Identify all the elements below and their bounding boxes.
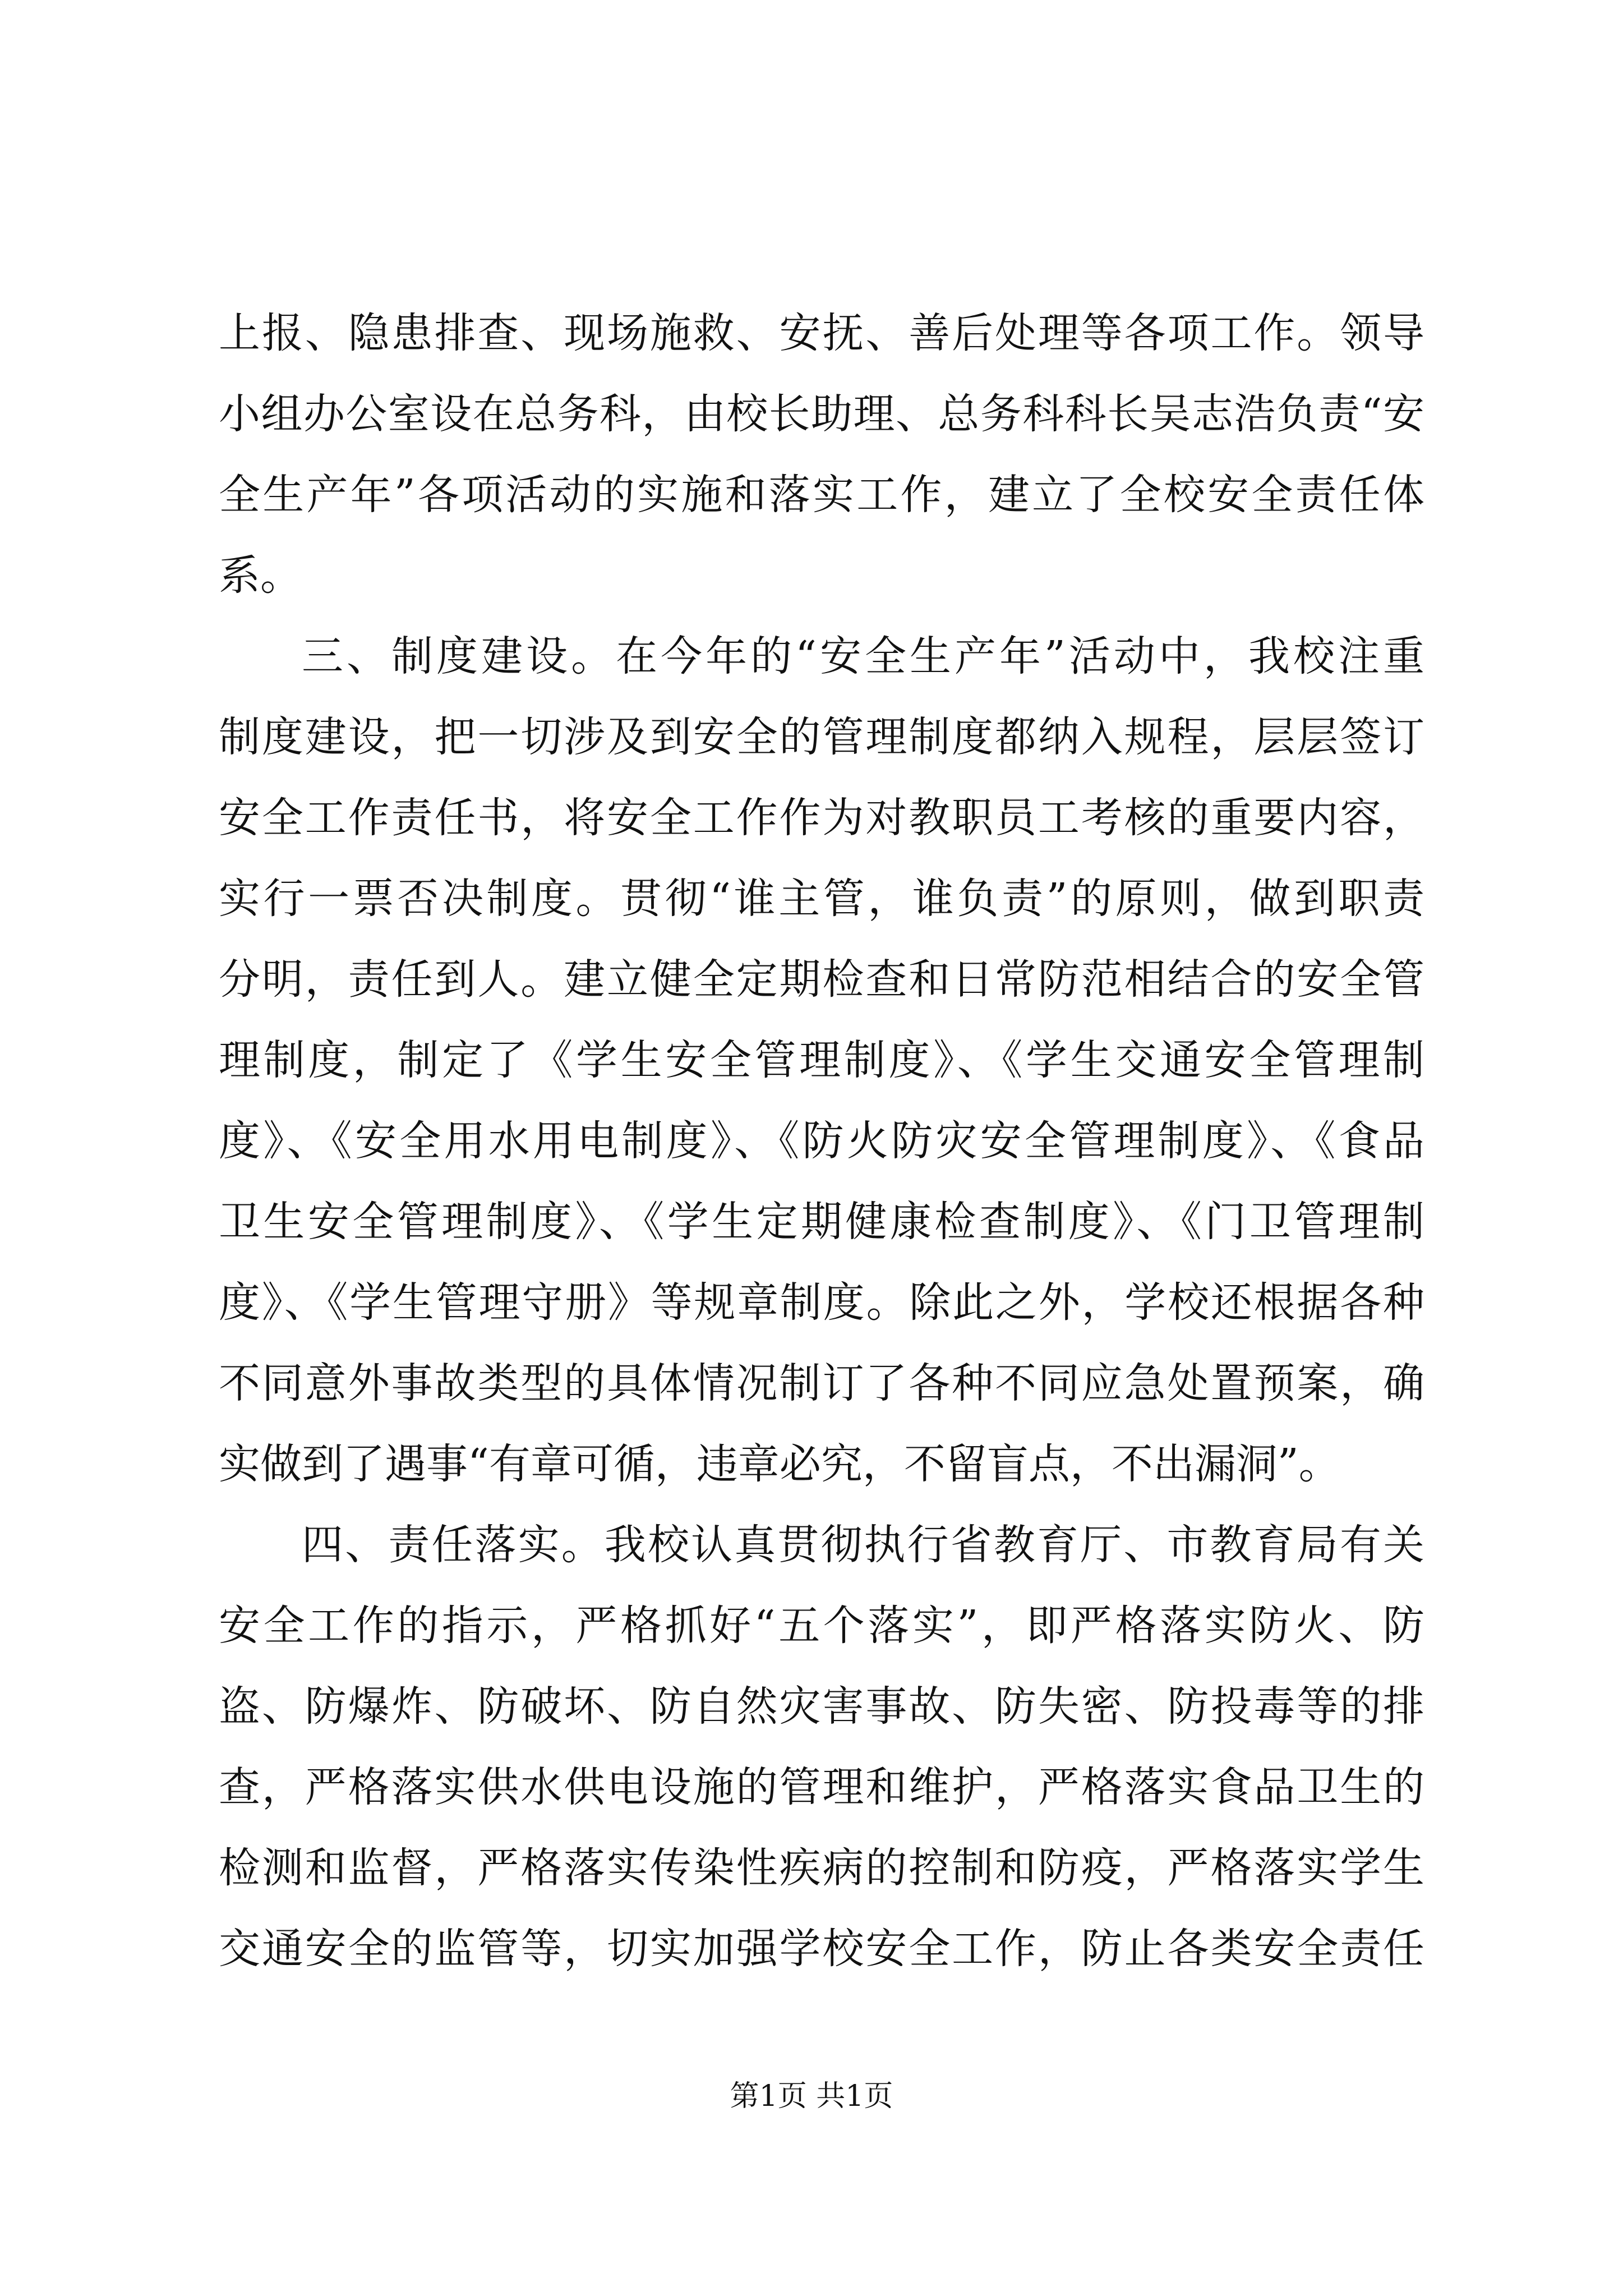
document-body [219, 293, 1424, 1989]
text-line: 实行一票否决制度。贯彻“谁主管，谁负责”的原则，做到职责 [219, 875, 1424, 923]
text-line: 分明，责任到人。建立健全定期检查和日常防范相结合的安全管 [219, 955, 1424, 1004]
text-line: 度》、《安全用水用电制度》、《防火防灾安全管理制度》、《食品 [219, 1117, 1424, 1165]
paragraph-heading-line: 三、制度建设。在今年的“安全生产年”活动中，我校注重 [302, 632, 1424, 680]
paragraph-heading-line: 四、责任落实。我校认真贯彻执行省教育厅、市教育局有关 [302, 1521, 1424, 1569]
text-line: 度》、《学生管理守册》等规章制度。除此之外，学校还根据各种 [219, 1278, 1424, 1327]
text-line: 安全工作的指示，严格抓好“五个落实”，即严格落实防火、防 [219, 1602, 1424, 1650]
text-line: 交通安全的监管等，切实加强学校安全工作，防止各类安全责任 [219, 1925, 1424, 1973]
text-line: 不同意外事故类型的具体情况制订了各种不同应急处置预案，确 [219, 1359, 1424, 1407]
text-line: 实做到了遇事“有章可循，违章必究，不留盲点，不出漏洞”。 [219, 1440, 1340, 1488]
page-number-footer: 第1页 共1页 [730, 2079, 893, 2113]
text-line: 盗、防爆炸、防破坏、防自然灾害事故、防失密、防投毒等的排 [219, 1682, 1424, 1731]
text-line: 上报、隐患排查、现场施救、安抚、善后处理等各项工作。领导 [219, 309, 1424, 357]
text-line: 全生产年”各项活动的实施和落实工作，建立了全校安全责任体 [219, 471, 1424, 519]
text-line: 制度建设，把一切涉及到安全的管理制度都纳入规程，层层签订 [219, 713, 1424, 761]
text-line: 理制度，制定了《学生安全管理制度》、《学生交通安全管理制 [219, 1036, 1424, 1084]
text-line: 小组办公室设在总务科，由校长助理、总务科科长吴志浩负责“安 [219, 390, 1424, 438]
text-line: 查，严格落实供水供电设施的管理和维护，严格落实食品卫生的 [219, 1763, 1424, 1811]
text-line: 卫生安全管理制度》、《学生定期健康检查制度》、《门卫管理制 [219, 1198, 1424, 1246]
text-line: 系。 [219, 551, 302, 600]
text-line: 检测和监督，严格落实传染性疾病的控制和防疫，严格落实学生 [219, 1844, 1424, 1892]
text-line: 安全工作责任书，将安全工作作为对教职员工考核的重要内容， [219, 794, 1424, 842]
